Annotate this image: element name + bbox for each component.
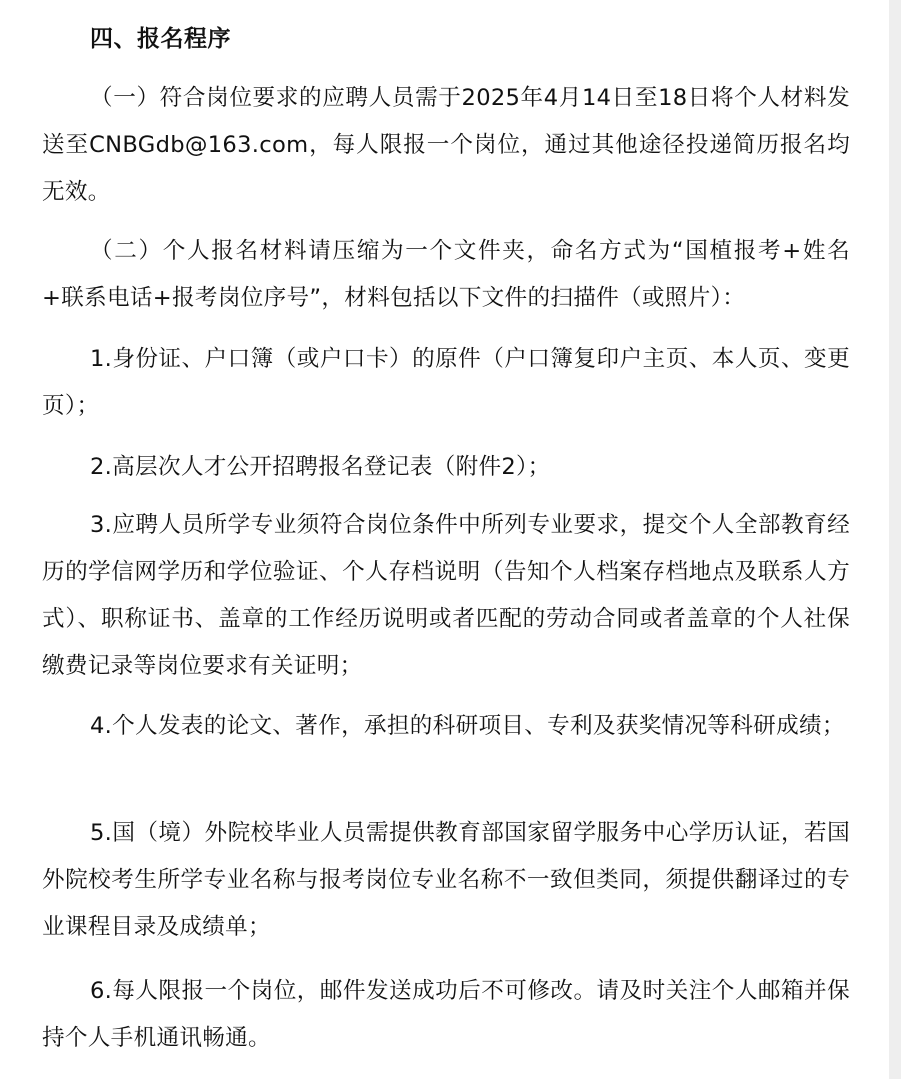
list-item-single-position: 6.每人限报一个岗位，邮件发送成功后不可修改。请及时关注个人邮箱并保持个人手机通讯畅通。 (42, 978, 850, 1051)
list-item-registration-form: 2.高层次人才公开招聘报名登记表（附件2）； (90, 454, 551, 480)
section-heading: 四、报名程序 (90, 26, 231, 52)
list-item-education-proof: 3.应聘人员所学专业须符合岗位条件中所列专业要求，提交个人全部教育经历的学信网学历和学位验证、个人存档说明（告知个人档案存档地点及联系人方式）、职称证书、盖章的工作经历说明或者匹配的劳动合同或者盖章的个人社保缴费记录等岗位要求有关证明； (42, 512, 850, 679)
list-item-research-achievements: 4.个人发表的论文、著作，承担的科研项目、专利及获奖情况等科研成绩； (90, 713, 845, 739)
paragraph-application-period: （一）符合岗位要求的应聘人员需于2025年4月14日至18日将个人材料发送至CNBGdb@163.com，每人限报一个岗位，通过其他途径投递简历报名均无效。 (42, 85, 850, 205)
paragraph-materials-naming: （二）个人报名材料请压缩为一个文件夹，命名方式为“国植报考+姓名+联系电话+报考岗位序号”，材料包括以下文件的扫描件（或照片）： (42, 238, 850, 311)
scrollbar-track[interactable] (889, 0, 901, 1079)
list-item-id-documents: 1.身份证、户口簿（或户口卡）的原件（户口簿复印户主页、本人页、变更页）； (42, 346, 850, 419)
list-item-foreign-degree: 5.国（境）外院校毕业人员需提供教育部国家留学服务中心学历认证，若国外院校考生所学专业名称与报考岗位专业名称不一致但类同，须提供翻译过的专业课程目录及成绩单； (42, 820, 850, 940)
